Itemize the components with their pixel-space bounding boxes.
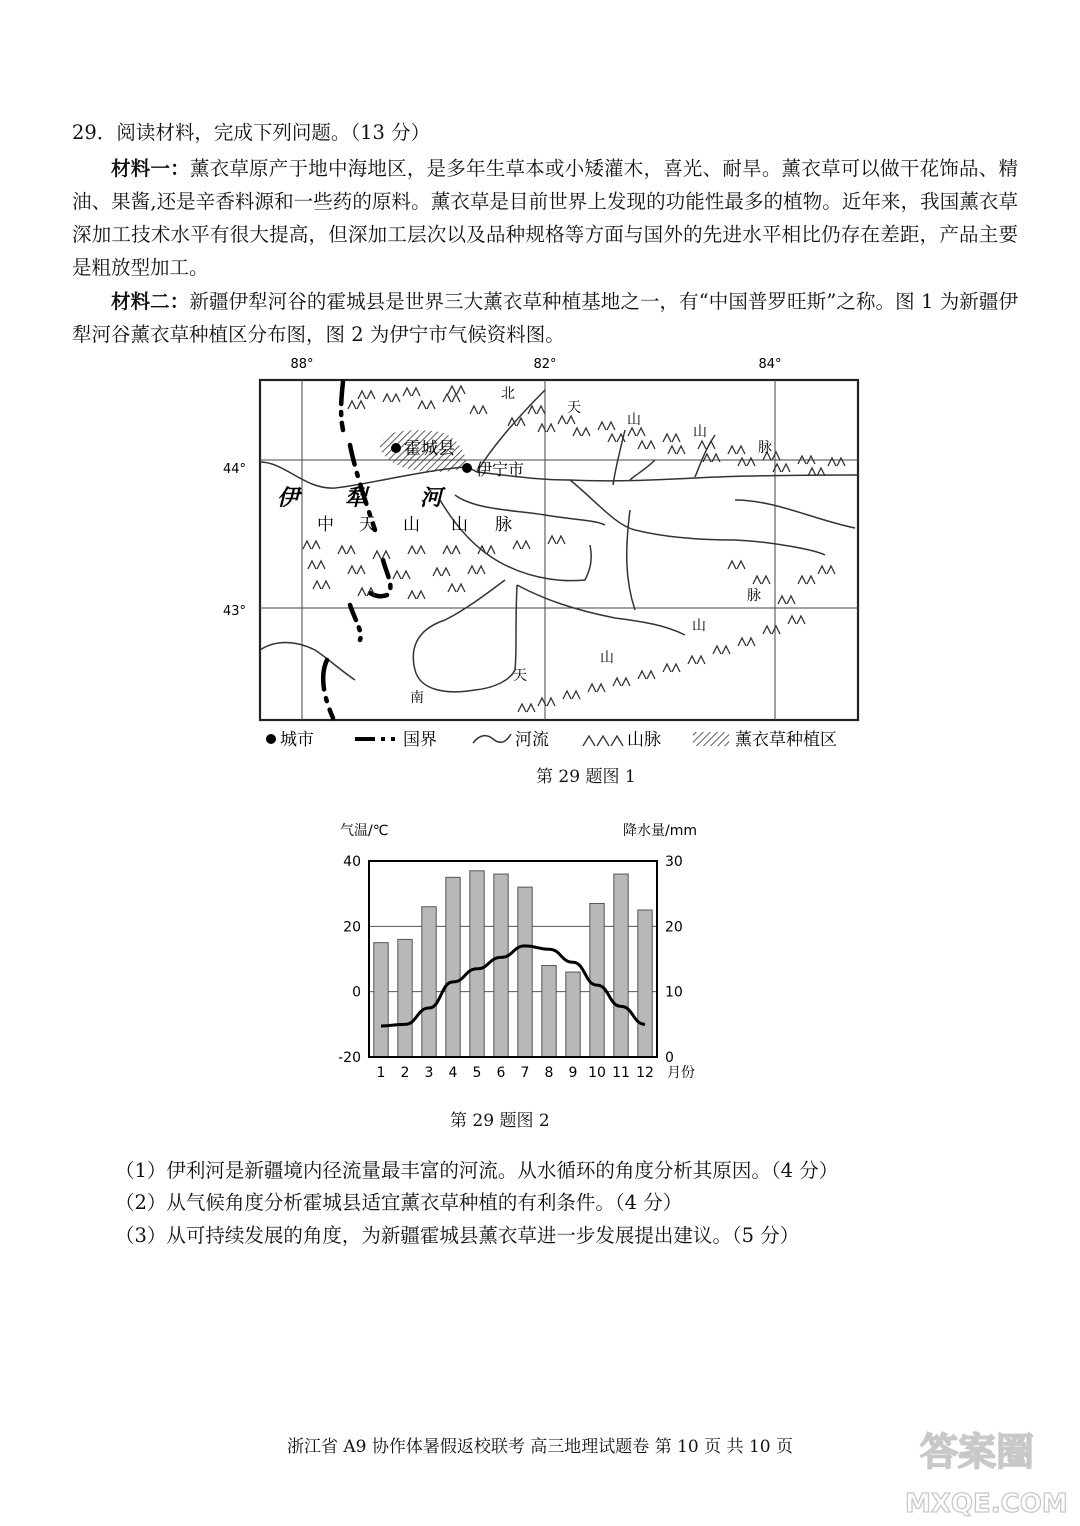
north-tianshan-2: 天 [567,400,581,416]
precip-bar-10 [590,903,604,1057]
month-tick-4: 4 [448,1065,458,1081]
month-tick-12: 12 [636,1065,654,1081]
month-tick-8: 8 [544,1065,554,1081]
legend-river-label: 河流 [515,730,549,750]
watermark-line1: 答案圈 [920,1430,1035,1474]
material-one [72,152,1018,284]
left-tick-0: 40 [343,854,361,870]
month-tick-11: 11 [612,1065,630,1081]
precip-bar-1 [374,943,388,1057]
map-legend [266,730,837,750]
mid-tianshan-2: 天 [359,515,376,535]
precip-bar-2 [398,939,412,1057]
subquestion-3: （3）从可持续发展的角度，为新疆霍城县薰衣草进一步发展提出建议。（5 分） [115,1224,800,1247]
ili-river-char-1: 伊 [277,486,300,511]
south-tianshan-5: 脉 [747,588,761,604]
lon-label-88: 88° [290,357,314,372]
south-tianshan-1: 南 [410,690,424,706]
left-axis-title: 气温/℃ [340,823,389,839]
legend-mountain-swatch [583,736,623,746]
left-tick-1: 20 [343,919,361,936]
right-tick-2: 10 [665,984,683,1001]
material-two [72,285,1018,351]
legend-lavender-label: 薰衣草种植区 [735,730,837,750]
mid-tianshan-3: 山 [403,515,420,535]
north-tianshan-5: 脉 [758,440,772,456]
figure1-caption: 第 29 题图 1 [536,767,636,787]
climate-chart [325,815,725,1087]
south-tianshan-2: 天 [513,668,527,684]
month-tick-1: 1 [376,1065,386,1081]
precip-bar-9 [566,972,580,1057]
precip-bar-3 [422,907,436,1057]
page-footer: 浙江省 A9 协作体暑假返校联考 高三地理试题卷 第 10 页 共 10 页 [287,1437,793,1457]
south-tianshan-4: 山 [692,618,706,634]
month-tick-6: 6 [496,1065,506,1081]
lon-label-82: 82° [533,357,557,372]
north-tianshan-1: 北 [501,386,515,402]
watermark-line2: MXQE.COM [905,1489,1068,1519]
right-tick-3: 0 [665,1050,674,1066]
precip-bar-7 [518,887,532,1057]
yining-label: 伊宁市 [476,460,525,479]
left-tick-2: 0 [352,984,361,1001]
north-tianshan-3: 山 [627,412,641,428]
mid-tianshan-5: 脉 [495,515,512,535]
month-tick-7: 7 [520,1065,530,1081]
right-axis-title: 降水量/mm [623,823,697,839]
x-axis-title: 月份 [667,1065,695,1081]
precip-bar-11 [614,874,628,1057]
precip-bar-5 [470,871,484,1057]
legend-city-label: 城市 [280,730,314,750]
huocheng-city-dot [391,443,401,453]
right-tick-1: 20 [665,919,683,936]
month-tick-9: 9 [568,1065,578,1081]
month-tick-2: 2 [400,1065,410,1081]
legend-lavender-swatch [693,732,729,746]
material-two-text: 新疆伊犁河谷的霍城县是世界三大薰衣草种植基地之一，有“中国普罗旺斯”之称。图 1 为新疆伊犁河谷薰衣草种植区分布图，图 2 为伊宁市气候资料图。 [72,290,1018,346]
map-figure [215,350,875,760]
precip-bar-4 [446,877,460,1057]
watermark-logo [900,1420,1070,1520]
month-tick-10: 10 [588,1065,606,1081]
legend-river-swatch [473,734,511,743]
precip-bar-12 [638,910,652,1057]
material-one-lead: 材料一： [111,157,190,180]
subquestion-2: （2）从气候角度分析霍城县适宜薰衣草种植的有利条件。（4 分） [115,1191,683,1214]
right-tick-0: 30 [665,854,683,870]
lat-label-43: 43° [223,604,247,619]
legend-border-label: 国界 [403,730,437,750]
lon-label-84: 84° [758,357,782,372]
left-tick-3: -20 [338,1050,361,1066]
south-tianshan-3: 山 [600,650,614,666]
legend-mountain-label: 山脉 [627,730,661,750]
precip-bar-6 [494,874,508,1057]
huocheng-label: 霍城县 [404,439,455,459]
yining-city-dot [462,463,472,473]
temperature-line [381,946,645,1026]
month-tick-3: 3 [424,1065,434,1081]
ili-river-char-2: 犁 [345,486,368,511]
subquestion-1: （1）伊利河是新疆境内径流量最丰富的河流。从水循环的角度分析其原因。（4 分） [115,1159,839,1182]
material-two-lead: 材料二： [111,290,190,313]
lat-label-44: 44° [223,462,247,477]
month-tick-5: 5 [472,1065,482,1081]
north-tianshan-4: 山 [693,424,707,440]
precip-bar-8 [542,966,556,1057]
figure2-caption: 第 29 题图 2 [450,1111,550,1131]
legend-city-dot [266,734,276,744]
question-title: 29．阅读材料，完成下列问题。（13 分） [72,121,431,144]
mid-tianshan-4: 山 [451,515,468,535]
mid-tianshan-1: 中 [317,515,334,535]
material-one-text: 薰衣草原产于地中海地区，是多年生草本或小矮灌木，喜光、耐旱。薰衣草可以做干花饰品、精油、果酱,还是辛香料源和一些药的原料。薰衣草是目前世界上发现的功能性最多的植物。近年来，我国薰衣草深加工技术水平有很大提高，但深加工层次以及品种规格等方面与国外的先进水平相比仍存在差距，产品主要是粗放型加工。 [72,157,1018,279]
ili-river-char-3: 河 [420,486,443,511]
